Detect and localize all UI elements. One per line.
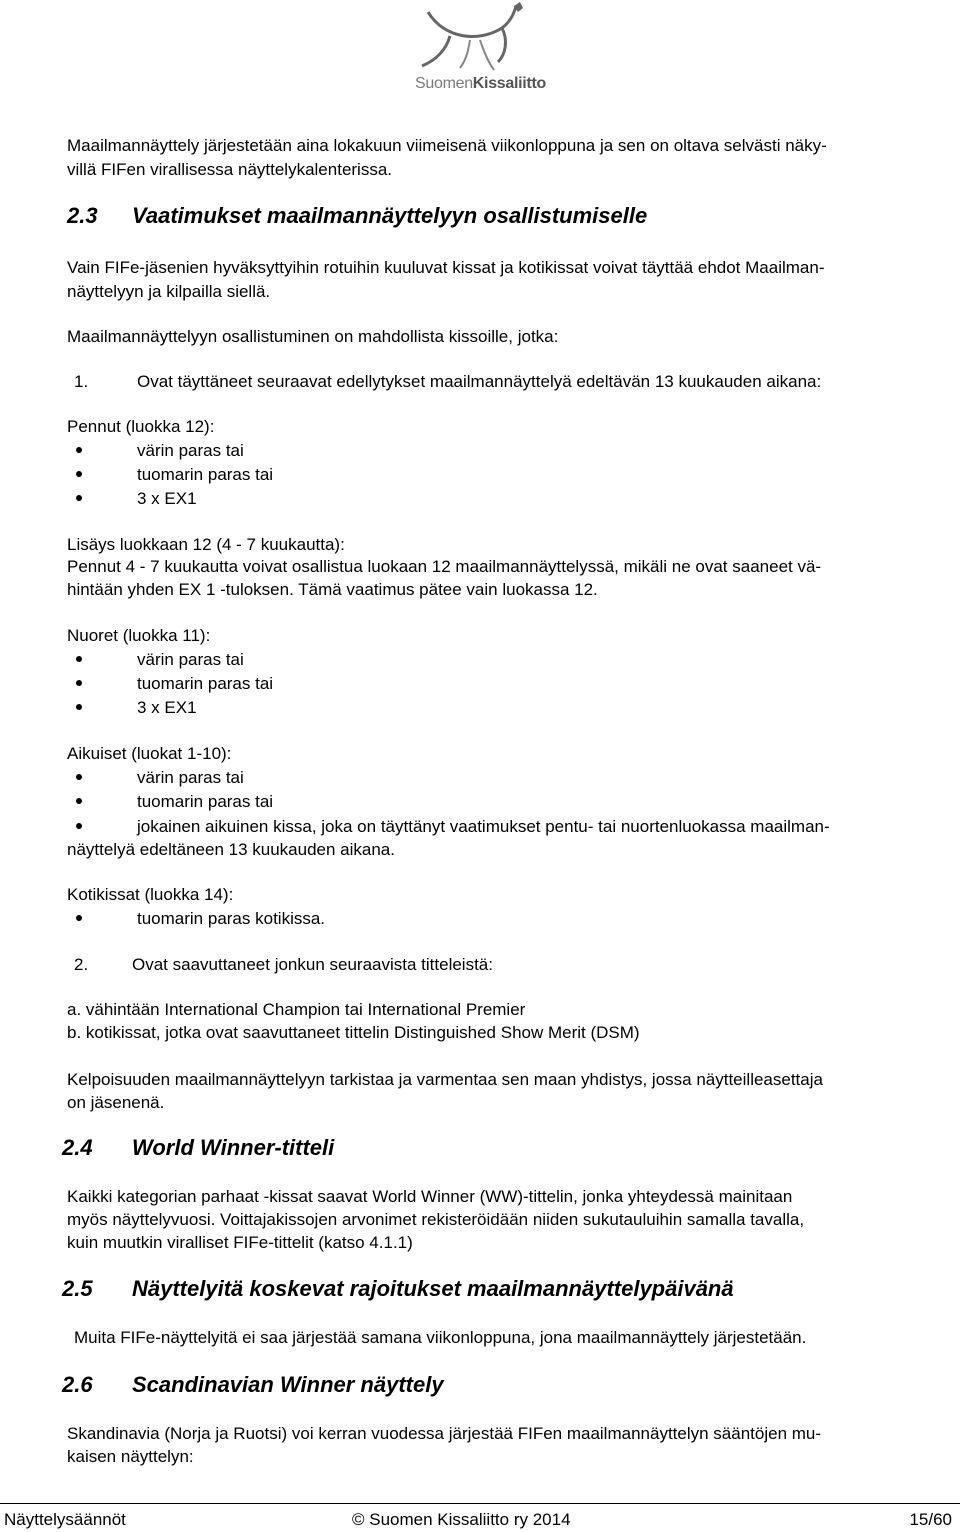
juniors-item: 3 x EX1 [137,698,197,717]
section-2-5-title: Näyttelyitä koskevat rajoitukset maailmannäyttelypäivänä [132,1276,734,1301]
bullet-icon [76,915,82,921]
adults-item: värin paras tai [137,768,244,787]
kittens-item: värin paras tai [137,441,244,460]
addition-line-2: hintään yhden EX 1 -tuloksen. Tämä vaatimus pätee vain luokassa 12. [67,580,598,599]
s25-line-1: Muita FIFe-näyttelyitä ei saa järjestää samana viikonloppuna, jona maailmannäyttely järjestetään. [74,1328,807,1347]
adults-item-continued: näyttelyä edeltäneen 13 kuukauden aikana. [67,840,395,859]
intro-line-1: Maailmannäyttely järjestetään aina lokakuun viimeisenä viikonloppuna ja sen on oltava selvästi näky- [67,136,827,155]
title-option-b: b. kotikissat, jotka ovat saavuttaneet tittelin Distinguished Show Merit (DSM) [67,1023,640,1042]
section-2-3-title: Vaatimukset maailmannäyttelyyn osallistumiselle [132,203,648,228]
s23-p1-line-1: Vain FIFe-jäsenien hyväksyttyihin rotuihin kuuluvat kissat ja kotikissat voivat täyttää ehdot Maailman- [67,258,825,277]
item-1-number: 1. [74,372,89,391]
logo-emph: Kissaliitto [472,75,546,92]
item-2-number: 2. [74,955,89,974]
title-option-a: a. vähintään International Champion tai International Premier [67,1000,526,1019]
house-cats-label: Kotikissat (luokka 14): [67,885,234,904]
footer-page-number: 15/60 [909,1510,952,1529]
s23-p1-line-2: näyttelyyn ja kilpailla siellä. [67,282,271,301]
kittens-item: tuomarin paras tai [137,465,274,484]
bullet-icon [76,447,82,453]
bullet-icon [76,798,82,804]
bullet-icon [76,774,82,780]
house-cats-item: tuomarin paras kotikissa. [137,909,326,928]
s24-line-2: myös näyttelyvuosi. Voittajakissojen arvonimet rekisteröidään niiden sukutauluihin samalla tavalla, [67,1210,805,1229]
adults-label: Aikuiset (luokat 1-10): [67,744,232,763]
footer-rule [0,1503,960,1504]
addition-label: Lisäys luokkaan 12 (4 - 7 kuukautta): [67,535,345,554]
adults-item: jokainen aikuinen kissa, joka on täyttänyt vaatimukset pentu- tai nuortenluokassa maailman- [137,817,830,836]
section-2-6-number: 2.6 [62,1372,93,1397]
juniors-item: värin paras tai [137,650,244,669]
section-2-3-number: 2.3 [67,203,98,228]
bullet-icon [76,656,82,662]
logo-prefix: Suomen [415,75,473,92]
kittens-label: Pennut (luokka 12): [67,417,215,436]
s26-line-2: kaisen näyttelyn: [67,1447,194,1466]
bullet-icon [76,680,82,686]
kittens-item: 3 x EX1 [137,489,197,508]
adults-item: tuomarin paras tai [137,792,274,811]
juniors-item: tuomarin paras tai [137,674,274,693]
footer-center: © Suomen Kissaliitto ry 2014 [352,1510,571,1529]
s24-line-3: kuin muutkin viralliset FIFe-tittelit (katso 4.1.1) [67,1233,413,1252]
s24-line-1: Kaikki kategorian parhaat -kissat saavat World Winner (WW)-tittelin, jonka yhteydessä mainitaan [67,1187,793,1206]
eligibility-line-2: on jäsenenä. [67,1093,165,1112]
bullet-icon [76,471,82,477]
item-1-text: Ovat täyttäneet seuraavat edellytykset maailmannäyttelyä edeltävän 13 kuukauden aikana: [137,372,822,391]
bullet-icon [76,823,82,829]
cat-logo-icon [410,0,550,75]
section-2-4-number: 2.4 [62,1135,93,1160]
section-2-6-title: Scandinavian Winner näyttely [132,1372,444,1397]
juniors-label: Nuoret (luokka 11): [67,626,211,645]
addition-line-1: Pennut 4 - 7 kuukautta voivat osallistua luokaan 12 maailmannäyttelyssä, mikäli ne ovat saaneet vä- [67,557,822,576]
logo-wordmark [415,75,546,93]
section-2-4-title: World Winner-titteli [132,1135,335,1160]
footer-left: Näyttelysäännöt [4,1510,126,1529]
section-2-5-number: 2.5 [62,1276,93,1301]
bullet-icon [76,495,82,501]
s26-line-1: Skandinavia (Norja ja Ruotsi) voi kerran vuodessa järjestää FIFen maailmannäyttelyn sääntöjen mu- [67,1424,822,1443]
item-2-text: Ovat saavuttaneet jonkun seuraavista titteleistä: [132,955,493,974]
eligibility-line-1: Kelpoisuuden maailmannäyttelyyn tarkistaa ja varmentaa sen maan yhdistys, jossa näytteilleasettaja [67,1070,823,1089]
logo [410,0,550,100]
s23-p2: Maailmannäyttelyyn osallistuminen on mahdollista kissoille, jotka: [67,327,559,346]
bullet-icon [76,704,82,710]
intro-line-2: villä FIFen virallisessa näyttelykalenterissa. [67,160,393,179]
